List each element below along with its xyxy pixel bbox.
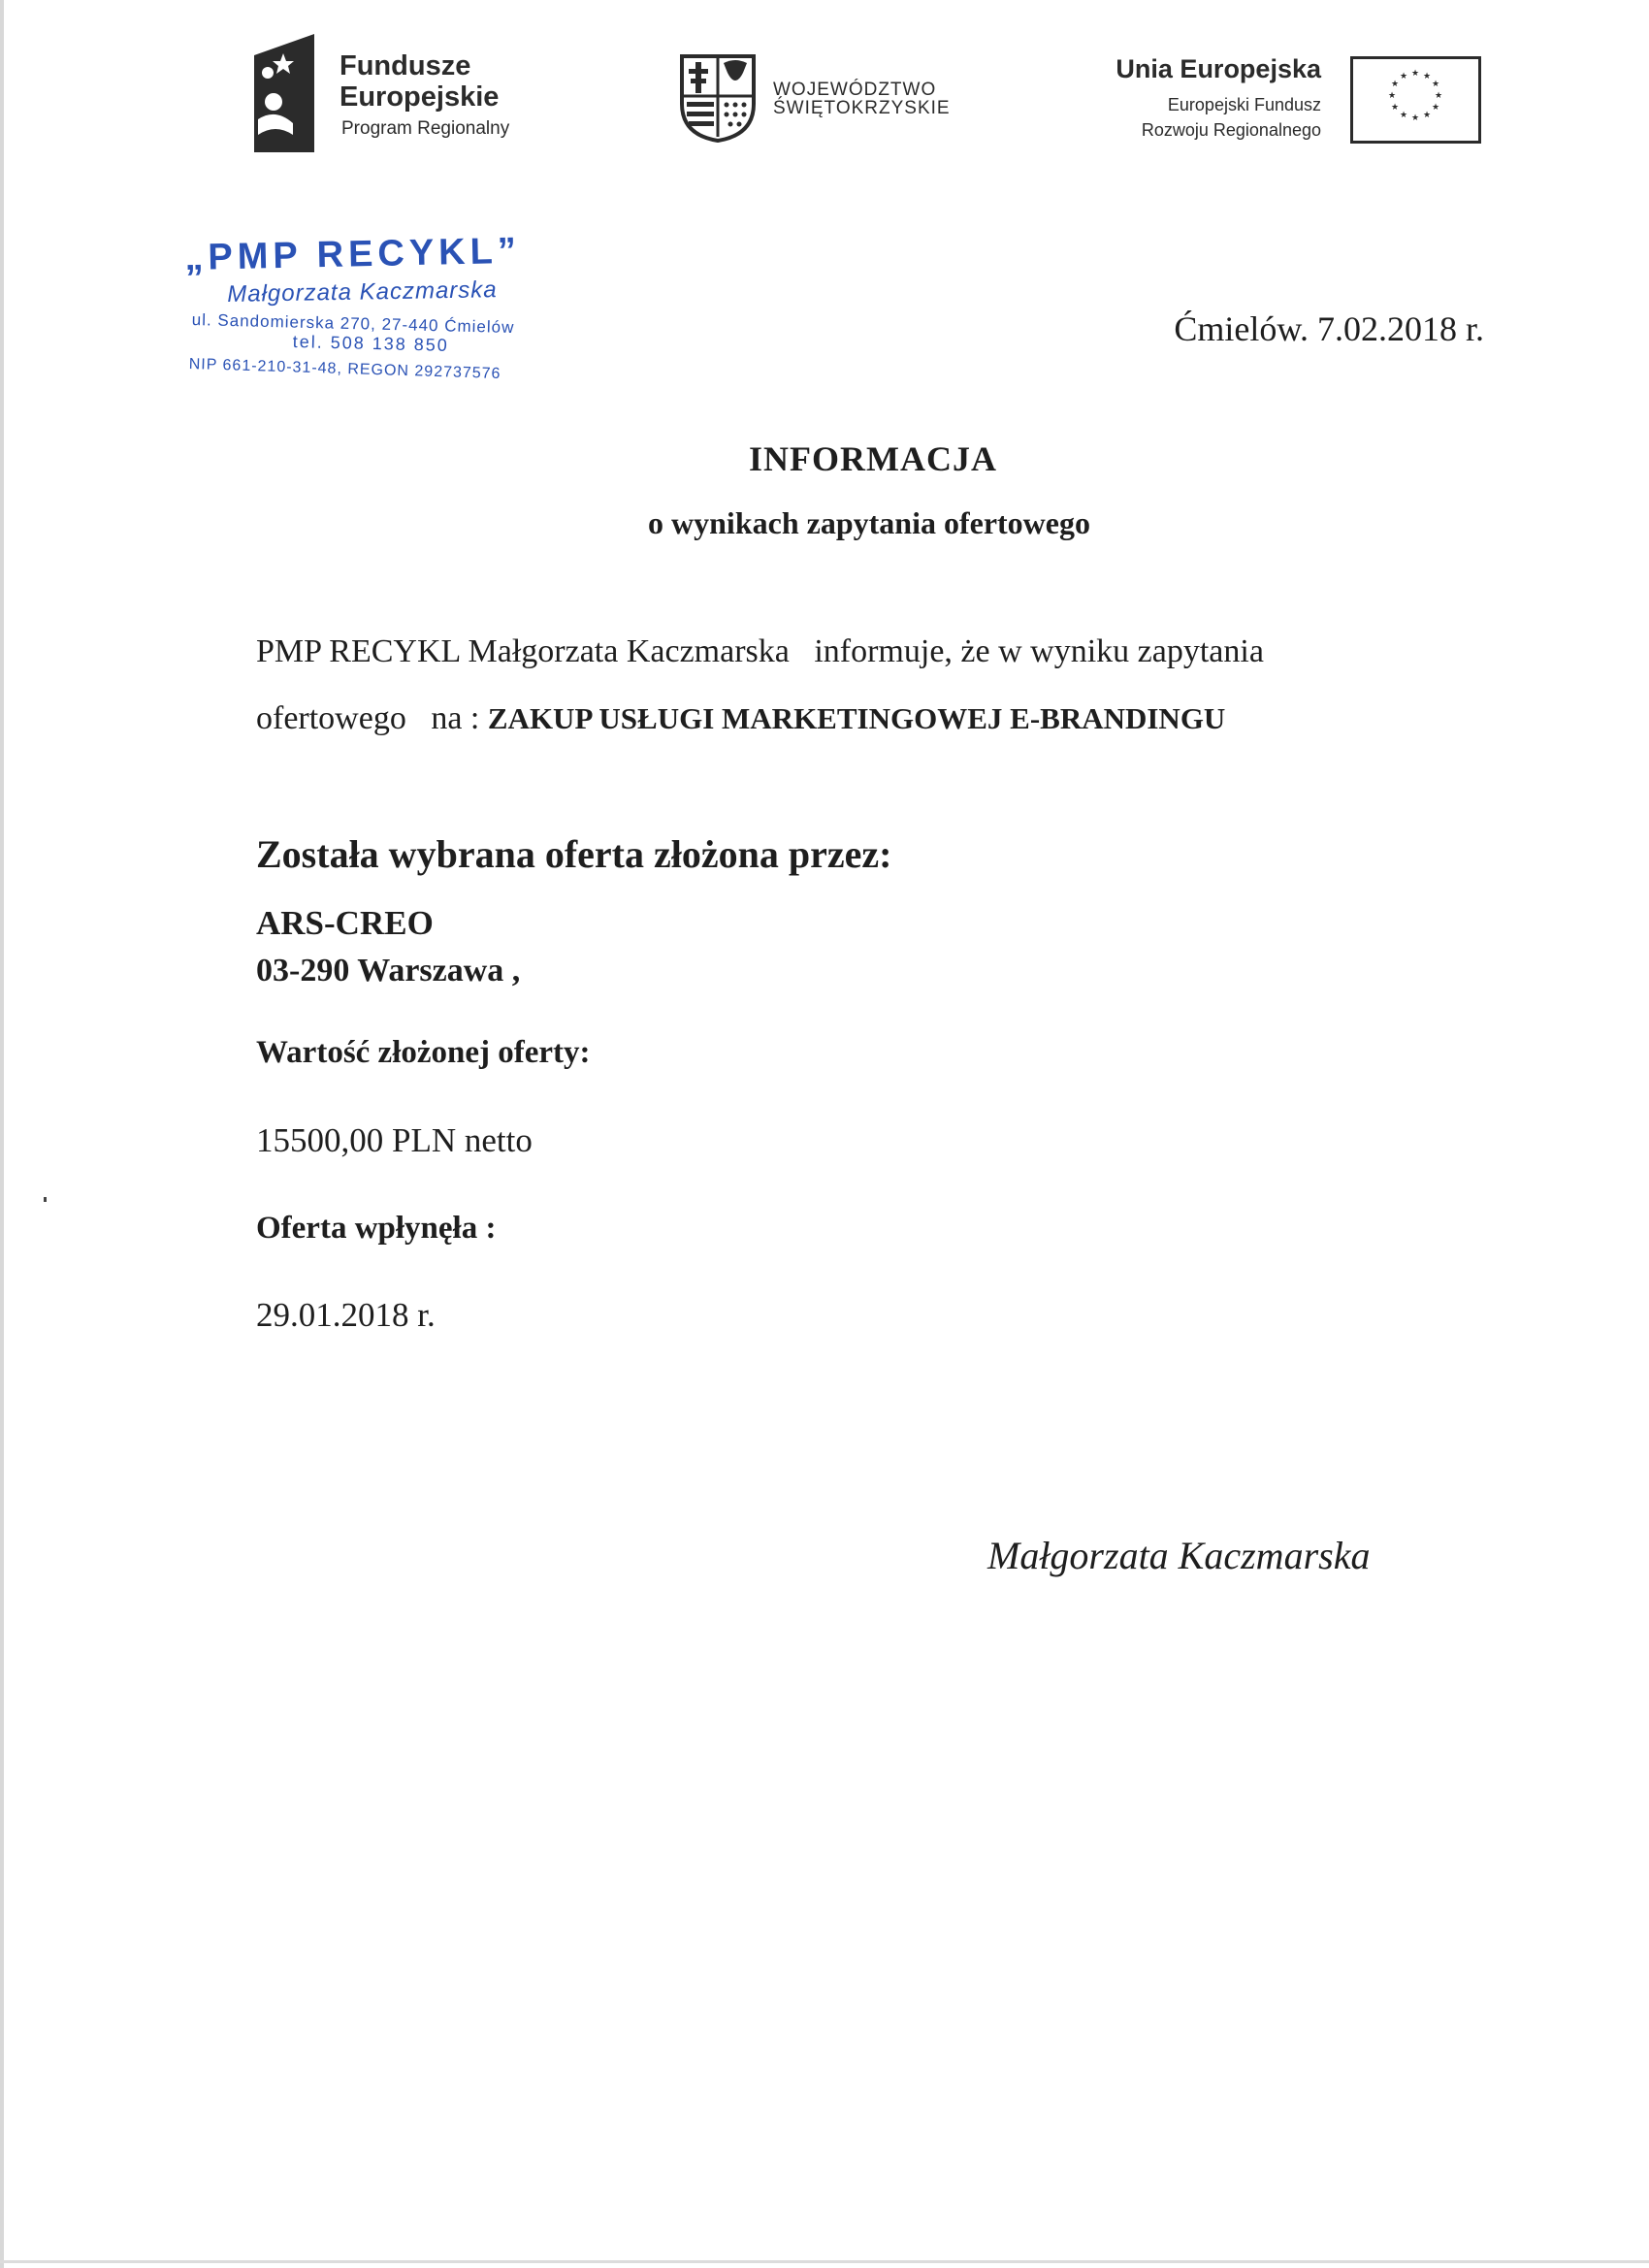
svg-text:★: ★: [1390, 103, 1400, 113]
intro-line-2-prefix: ofertowego na :: [256, 700, 488, 736]
scan-edge-left: [0, 0, 4, 2268]
svg-text:★: ★: [1387, 91, 1397, 101]
stamp-company-name: „PMP RECYKL”: [184, 230, 522, 278]
svg-text:★: ★: [1399, 72, 1408, 81]
fundusze-europejskie-logo-icon: [254, 34, 314, 152]
document-date: Ćmielów. 7.02.2018 r.: [1174, 309, 1484, 348]
svg-text:★: ★: [1410, 113, 1420, 123]
svg-text:★: ★: [1422, 72, 1432, 81]
fundusze-program-label: Program Regionalny: [341, 118, 510, 139]
signature: Małgorzata Kaczmarska: [987, 1534, 1371, 1577]
svg-text:★: ★: [1399, 111, 1408, 120]
company-name: ARS-CREO: [256, 904, 434, 942]
selected-offer-heading: Została wybrana oferta złożona przez:: [256, 832, 892, 876]
wojewodztwo-label-line2: ŚWIĘTOKRZYSKIE: [773, 98, 951, 118]
coat-of-arms-icon: [679, 53, 757, 143]
svg-text:★: ★: [1434, 91, 1443, 101]
document-subtitle: o wynikach zapytania ofertowego: [648, 505, 1090, 540]
offer-received-date: 29.01.2018 r.: [256, 1296, 436, 1334]
svg-text:★: ★: [1431, 80, 1440, 89]
stamp-tax-ids: NIP 661-210-31-48, REGON 292737576: [188, 356, 501, 383]
scan-speck: [44, 1197, 47, 1202]
offer-value: 15500,00 PLN netto: [256, 1121, 533, 1159]
intro-subject: ZAKUP USŁUGI MARKETINGOWEJ E-BRANDINGU: [487, 701, 1226, 735]
wojewodztwo-label-line1: WOJEWÓDZTWO: [773, 80, 937, 100]
svg-text:★: ★: [1431, 103, 1440, 113]
unia-fund-label-line2: Rozwoju Regionalnego: [1141, 120, 1321, 140]
stamp-owner: Małgorzata Kaczmarska: [227, 276, 498, 308]
document-title: INFORMACJA: [749, 439, 997, 478]
offer-value-heading: Wartość złożonej oferty:: [256, 1035, 591, 1070]
scan-edge-bottom: [0, 2260, 1649, 2263]
fundusze-title-line2: Europejskie: [340, 81, 500, 113]
svg-text:★: ★: [1422, 111, 1432, 120]
svg-text:★: ★: [1390, 80, 1400, 89]
unia-fund-label-line1: Europejski Fundusz: [1167, 95, 1321, 114]
fundusze-title-line1: Fundusze: [340, 50, 471, 81]
offer-received-heading: Oferta wpłynęła :: [256, 1211, 497, 1246]
stamp-phone: tel. 508 138 850: [292, 332, 450, 355]
unia-europejska-title: Unia Europejska: [1116, 54, 1321, 83]
intro-line-2: [256, 700, 1225, 737]
intro-line-1: PMP RECYKL Małgorzata Kaczmarska informuje, że w wyniku zapytania: [256, 633, 1264, 669]
eu-flag-icon: [1350, 56, 1481, 144]
stamp-address: ul. Sandomierska 270, 27-440 Ćmielów: [191, 310, 515, 338]
company-city: 03-290 Warszawa ,: [256, 953, 521, 988]
svg-text:★: ★: [1410, 69, 1420, 79]
